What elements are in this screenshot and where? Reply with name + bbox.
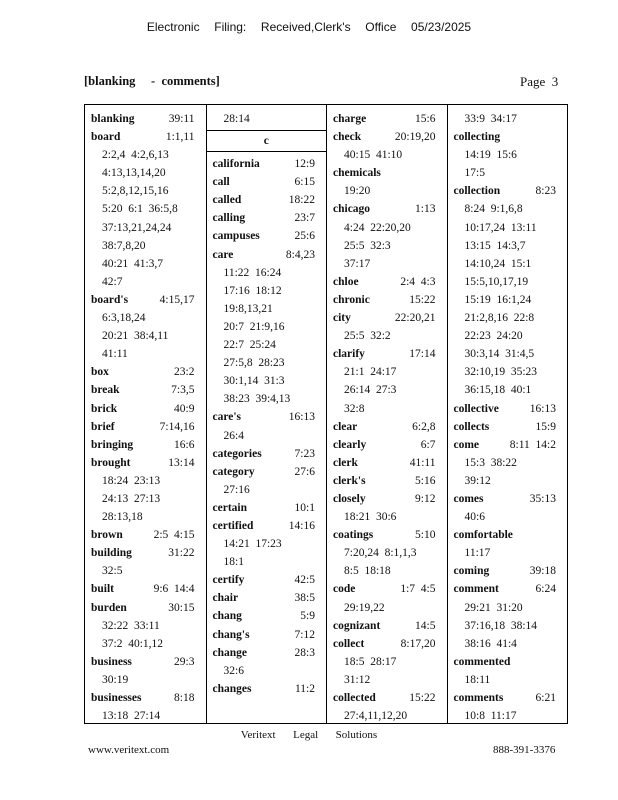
index-term: clerk [333, 456, 358, 469]
page-line-ref: 32:22 33:11 [102, 619, 160, 632]
page-line-ref: 4:15,17 [159, 293, 195, 306]
index-entry [91, 436, 203, 454]
page-line-ref: 40:9 [174, 402, 195, 415]
page-line-ref: 36:15,18 40:1 [464, 384, 532, 397]
index-entry [91, 400, 203, 418]
index-term: certify [212, 574, 245, 587]
page-line-ref: 6:15 [294, 176, 315, 189]
index-term: certified [212, 519, 254, 532]
page-line-ref: 13:18 27:14 [102, 710, 161, 723]
page-line-ref: 40:15 41:10 [344, 149, 403, 162]
page-line-ref: 15:22 [409, 293, 436, 306]
index-term: change [212, 646, 247, 659]
index-entry [454, 182, 565, 399]
page-line-ref: 19:8,13,21 [223, 302, 273, 315]
index-term: chang's [212, 628, 250, 641]
page-line-ref: 32:8 [344, 402, 365, 415]
index-term: collective [453, 402, 499, 415]
page-line-ref: 8:17,20 [400, 637, 436, 650]
page-line-ref: 33:9 34:17 [464, 113, 517, 125]
index-term: come [453, 438, 480, 451]
page-line-ref: 10:17,24 13:11 [464, 221, 537, 234]
index-term: chair [212, 592, 239, 605]
page-line-ref: 14:19 15:6 [464, 149, 517, 162]
page-line-ref: 18:5 28:17 [344, 655, 397, 668]
index-column-1 [85, 105, 206, 723]
page-line-ref: 11:22 16:24 [223, 266, 282, 279]
page-line-ref: 6:3,18,24 [102, 312, 146, 325]
page-line-ref: 26:4 [223, 429, 244, 442]
page-line-ref: 7:23 [294, 447, 315, 460]
page-line-ref: 7:12 [294, 628, 315, 641]
page-line-ref: 5:2,8,12,15,16 [102, 185, 169, 198]
index-term: called [212, 194, 242, 207]
page-line-ref: 15:9 [535, 420, 556, 433]
page-line-ref: 35:13 [529, 492, 556, 505]
page-line-ref: 6:7 [420, 438, 436, 451]
index-column-2 [206, 105, 327, 723]
page-line-ref: 37:2 40:1,12 [102, 637, 164, 650]
index-entry [454, 653, 565, 689]
page-line-ref: 15:5,10,17,19 [464, 275, 529, 288]
page-line-ref: 28:13,18 [102, 511, 143, 524]
index-entry [213, 517, 324, 571]
page-line-ref: 14:21 17:23 [223, 538, 282, 551]
index-entry [91, 381, 203, 399]
page-line-ref: 30:1,14 31:3 [223, 375, 285, 388]
index-entry [91, 418, 203, 436]
index-entry [213, 155, 324, 173]
index-term: certain [212, 501, 247, 514]
footer-company: Veritext Legal Solutions [240, 729, 378, 741]
index-term: charge [333, 113, 367, 125]
index-entry [91, 526, 203, 544]
page-line-ref: 9:12 [415, 492, 436, 505]
index-entry [213, 626, 324, 644]
index-term: clerk's [333, 474, 366, 487]
index-entry [213, 644, 324, 680]
page-line-ref: 25:6 [294, 230, 315, 243]
index-entry [333, 418, 444, 436]
page-line-ref: 32:10,19 35:23 [464, 366, 538, 379]
page-line-ref: 9:6 14:4 [153, 583, 195, 596]
index-term: collect [333, 637, 365, 650]
page-line-ref: 29:3 [174, 655, 195, 668]
index-entry [333, 689, 444, 723]
page-line-ref: 8:23 [535, 185, 556, 198]
page-line-ref: 6:24 [535, 583, 556, 596]
index-entry [333, 291, 444, 309]
index-entry [91, 689, 203, 723]
index-entry [454, 110, 565, 128]
page-line-ref: 20:7 21:9,16 [223, 320, 285, 333]
index-entry [333, 345, 444, 417]
index-entry [333, 273, 444, 291]
page-line-ref: 15:22 [409, 692, 436, 704]
page-line-ref: 10:8 11:17 [464, 710, 517, 723]
page-line-ref: 6:2,8 [412, 420, 436, 433]
index-column-3 [326, 105, 447, 723]
index-term: closely [333, 492, 366, 505]
index-entry [91, 128, 203, 291]
page-line-ref: 38:5 [294, 592, 315, 605]
index-term: city [333, 312, 351, 325]
index-entry [213, 445, 324, 463]
index-entry [213, 463, 324, 499]
index-term: clarify [333, 348, 365, 361]
page-line-ref: 18:11 [464, 673, 491, 686]
filing-header: Electronic Filing: Received,Clerk's Office 05/23/2025 [146, 20, 472, 34]
index-entry [91, 580, 203, 598]
page-line-ref: 30:3,14 31:4,5 [464, 348, 535, 361]
index-entry [91, 454, 203, 526]
index-term: collecting [453, 131, 501, 144]
page-line-ref: 25:5 32:2 [344, 330, 391, 343]
index-entry [333, 490, 444, 526]
index-entry [213, 607, 324, 625]
index-term: brief [91, 420, 115, 433]
index-term: commented [453, 655, 511, 668]
index-entry [333, 526, 444, 580]
index-entry [454, 418, 565, 436]
index-term: comfortable [453, 529, 513, 542]
page-line-ref: 28:3 [294, 646, 315, 659]
page-line-ref: 18:21 30:6 [344, 511, 397, 524]
index-entry [213, 110, 324, 128]
page-line-ref: 27:5,8 28:23 [223, 357, 285, 370]
page-line-ref: 16:13 [529, 402, 556, 415]
page-line-ref: 29:21 31:20 [464, 601, 523, 614]
index-entry [454, 490, 565, 526]
index-term: code [333, 583, 356, 596]
index-entry [333, 200, 444, 272]
index-term: burden [91, 601, 127, 614]
index-entry [213, 589, 324, 607]
index-term: businesses [91, 692, 142, 704]
index-term: bringing [91, 438, 134, 451]
index-entry [333, 617, 444, 635]
index-term: coming [453, 565, 490, 578]
index-entry [213, 227, 324, 245]
page-line-ref: 5:10 [415, 529, 436, 542]
index-term: california [212, 158, 260, 171]
index-term: chronic [333, 293, 370, 306]
index-term: calling [212, 212, 246, 225]
index-term: care's [212, 411, 242, 424]
page-line-ref: 16:13 [288, 411, 315, 424]
index-term: brought [91, 456, 131, 469]
index-term: business [91, 655, 132, 668]
index-term: coatings [333, 529, 374, 542]
index-entry [213, 246, 324, 409]
index-term: chloe [333, 275, 359, 288]
page-line-ref: 18:1 [223, 556, 244, 569]
index-entry [333, 128, 444, 164]
index-entry [454, 436, 565, 490]
index-term: collection [453, 185, 501, 198]
index-entry [213, 408, 324, 444]
index-entry [213, 173, 324, 191]
footer-phone: 888-391-3376 [493, 744, 556, 756]
page-line-ref: 37:17 [344, 257, 371, 270]
index-entry [91, 363, 203, 381]
index-range-label: [blanking - comments] [84, 74, 220, 88]
page-line-ref: 42:5 [294, 574, 315, 587]
index-term: board [91, 131, 121, 144]
page-line-ref: 17:16 18:12 [223, 284, 282, 297]
index-column-4 [447, 105, 568, 723]
index-entry [454, 562, 565, 580]
page-line-ref: 22:20,21 [394, 312, 436, 325]
page-line-ref: 17:5 [464, 167, 485, 180]
page-line-ref: 15:3 38:22 [464, 456, 517, 469]
index-term: chemicals [333, 167, 381, 180]
page-line-ref: 19:20 [344, 185, 371, 198]
index-entry [213, 209, 324, 227]
page-line-ref: 6:21 [535, 692, 556, 704]
index-term: brick [91, 402, 118, 415]
index-entry [333, 635, 444, 689]
page-line-ref: 23:7 [294, 212, 315, 225]
index-entry [454, 400, 565, 418]
index-entry [213, 499, 324, 517]
page-line-ref: 30:19 [102, 673, 129, 686]
page-line-ref: 21:1 24:17 [344, 366, 397, 379]
index-term: category [212, 465, 255, 478]
page-line-ref: 4:13,13,14,20 [102, 167, 166, 180]
index-term: blanking [91, 113, 135, 125]
page-line-ref: 40:21 41:3,7 [102, 257, 164, 270]
index-term: chicago [333, 203, 371, 216]
page-line-ref: 20:21 38:4,11 [102, 330, 169, 343]
index-term: comments [453, 692, 504, 704]
index-entry [454, 128, 565, 182]
page-line-ref: 7:20,24 8:1,1,3 [344, 547, 417, 560]
page-line-ref: 1:13 [415, 203, 436, 216]
index-term: check [333, 131, 362, 144]
page-line-ref: 28:14 [223, 113, 250, 125]
index-entry [333, 110, 444, 128]
index-entry [333, 580, 444, 616]
page-line-ref: 15:19 16:1,24 [464, 293, 532, 306]
index-term: comes [453, 492, 484, 505]
page-line-ref: 27:16 [223, 483, 250, 496]
index-entry [333, 164, 444, 200]
index-entry [333, 472, 444, 490]
index-entry [213, 191, 324, 209]
page-line-ref: 14:10,24 15:1 [464, 257, 532, 270]
page-line-ref: 23:2 [174, 366, 195, 379]
page-line-ref: 8:11 14:2 [509, 438, 556, 451]
index-term: clearly [333, 438, 367, 451]
page-line-ref: 27:6 [294, 465, 315, 478]
index-entry [91, 653, 203, 689]
index-term: care [212, 248, 234, 261]
page-line-ref: 37:16,18 38:14 [464, 619, 538, 632]
page-line-ref: 1:7 4:5 [400, 583, 436, 596]
page-line-ref: 8:4,23 [285, 248, 315, 261]
page-line-ref: 16:6 [174, 438, 195, 451]
page-line-ref: 24:13 27:13 [102, 492, 161, 505]
index-term: call [212, 176, 230, 189]
index-term: categories [212, 447, 262, 460]
index-term: box [91, 366, 109, 379]
page-line-ref: 17:14 [409, 348, 436, 361]
index-entry [454, 689, 565, 723]
page-line-ref: 25:5 32:3 [344, 239, 391, 252]
page-line-ref: 42:7 [102, 275, 123, 288]
index-entry [91, 599, 203, 653]
index-entry [213, 680, 324, 698]
page-line-ref: 18:24 23:13 [102, 474, 161, 487]
page-line-ref: 15:6 [415, 113, 436, 125]
section-letter: c [207, 130, 327, 152]
page-line-ref: 8:18 [174, 692, 195, 704]
index-term: built [91, 583, 115, 596]
page-line-ref: 2:2,4 4:2,6,13 [102, 149, 169, 162]
index-term: comment [453, 583, 499, 596]
page-line-ref: 12:9 [294, 158, 315, 171]
index-term: board's [91, 293, 129, 306]
index-entry [454, 526, 565, 562]
index-entry [91, 291, 203, 363]
index-entry [333, 309, 444, 345]
page-line-ref: 11:17 [464, 547, 491, 560]
page-line-ref: 2:4 4:3 [400, 275, 436, 288]
index-term: chang [212, 610, 242, 623]
page-line-ref: 38:23 39:4,13 [223, 393, 291, 406]
word-index-table [84, 104, 568, 724]
page-line-ref: 11:2 [294, 682, 315, 695]
page-line-ref: 32:5 [102, 565, 123, 578]
page-line-ref: 14:16 [288, 519, 315, 532]
page-line-ref: 41:11 [102, 348, 128, 361]
index-entry [91, 544, 203, 580]
page-line-ref: 27:4,11,12,20 [344, 710, 408, 723]
page-line-ref: 1:1,11 [165, 131, 195, 144]
index-term: collects [453, 420, 490, 433]
page-line-ref: 37:13,21,24,24 [102, 221, 172, 234]
page-line-ref: 5:16 [415, 474, 436, 487]
page-line-ref: 5:20 6:1 36:5,8 [102, 203, 178, 216]
page-line-ref: 32:6 [223, 664, 244, 677]
index-term: break [91, 384, 120, 397]
page-line-ref: 39:18 [529, 565, 556, 578]
index-term: brown [91, 529, 123, 542]
index-term: changes [212, 682, 252, 695]
index-entry [333, 436, 444, 454]
page-line-ref: 13:14 [168, 456, 195, 469]
index-entry [454, 580, 565, 652]
index-entry [333, 454, 444, 472]
page-line-ref: 13:15 14:3,7 [464, 239, 526, 252]
index-term: campuses [212, 230, 260, 243]
page-line-ref: 31:22 [168, 547, 195, 560]
page-line-ref: 20:19,20 [394, 131, 436, 144]
page-line-ref: 40:6 [464, 511, 485, 524]
footer-website: www.veritext.com [88, 744, 170, 756]
page-line-ref: 7:14,16 [159, 420, 195, 433]
page-line-ref: 30:15 [168, 601, 195, 614]
page-line-ref: 18:22 [288, 194, 315, 207]
index-term: clear [333, 420, 358, 433]
page-line-ref: 29:19,22 [344, 601, 385, 614]
page-line-ref: 10:1 [294, 501, 315, 514]
page-line-ref: 21:2,8,16 22:8 [464, 312, 535, 325]
index-entry [91, 110, 203, 128]
page-number: Page 3 [520, 74, 559, 89]
page-line-ref: 5:9 [300, 610, 315, 623]
page-line-ref: 26:14 27:3 [344, 384, 397, 397]
page-line-ref: 41:11 [409, 456, 436, 469]
page-line-ref: 22:23 24:20 [464, 330, 523, 343]
index-term: cognizant [333, 619, 381, 632]
index-term: building [91, 547, 132, 560]
page-line-ref: 8:24 9:1,6,8 [464, 203, 523, 216]
page-line-ref: 4:24 22:20,20 [344, 221, 411, 234]
page-line-ref: 38:16 41:4 [464, 637, 517, 650]
index-entry [213, 571, 324, 589]
page-line-ref: 39:12 [464, 474, 491, 487]
index-term: collected [333, 692, 376, 704]
page-line-ref: 31:12 [344, 673, 371, 686]
page-line-ref: 22:7 25:24 [223, 339, 276, 352]
page-line-ref: 14:5 [415, 619, 436, 632]
page-line-ref: 39:11 [168, 113, 195, 125]
page-line-ref: 2:5 4:15 [153, 529, 195, 542]
page-line-ref: 8:5 18:18 [344, 565, 391, 578]
page-line-ref: 38:7,8,20 [102, 239, 146, 252]
page-line-ref: 7:3,5 [171, 384, 195, 397]
